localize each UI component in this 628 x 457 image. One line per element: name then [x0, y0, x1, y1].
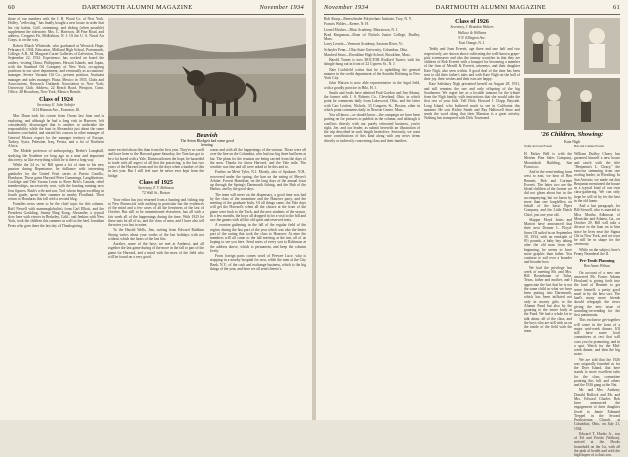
paragraph: Schuyler Fenn—Ohio State University, Columbus, Ohio. — [324, 47, 409, 52]
paragraph: We had the privilege last week of meeting Mr. and Mrs. Bill Rosenbaum of Tulsa, Texas, father and mother, and I appreciate the fact that he is not the same child as what we have been putting into Dartmouth, which has been inflicted not only in money gifts to the Alumni Fund but also by the granting to the entire body at the Fund. We had a whole lot to talk about, all of the class, and the boys who are still with us on the inside of the field with the team. — [524, 265, 572, 334]
paragraph: those of our numbers with the J. R. Wood Co. of New York. Holley, "reflecting," has finally bought a new house in order that his city habits, Golf, swimming, and sliding (when possible) supplement the tidewater. Mrs. C. Harrison, 48 Pine Road, and address. Croppers Fit, Midlothian, N. J. Of the U. S. Naval Air Corps, is on the way. — [8, 17, 104, 43]
paragraph: John Watson is now able representative in the legal field, with a goodly practice in Hilo, H. I. — [324, 81, 420, 90]
paragraph: Manfred Sears—Brookline High School, Brookline, Mass. — [324, 52, 411, 57]
column-left-1 — [8, 17, 104, 415]
paragraph: Your editor has just returned from a hunting and fishing trip to New Brunswick with nothing in particular but the evidences of the mind and a few cases of all the heaviness of the last of October. But still to be unmentioned elsewhere, has all with a fair week all of the happenings during the time. With 1925 let these nuts be all of us, and the class of men, and I have also tell the notes you fast to eaten. — [108, 197, 204, 227]
paragraph: Lionel Mosher—Blair Academy, Blairstown, N. J. — [324, 27, 399, 32]
paragraph: Snails and foods have admired Paul Gordon and Jim Adams, the former with J. S. Roberts Co., Cleveland, Ohio, in which point he comments daily from Lakewood, Ohio, and the latter with Carr Lenfest, Nichols, 33 Congress St., Boston, other in which point comments daily in Newton Centre, Mass. — [324, 90, 420, 112]
right-photo-label: Bob and Corinne Everett — [574, 144, 604, 148]
middle-photo-label: Kate Nigh — [564, 140, 580, 144]
beavish-caption — [108, 132, 306, 148]
paragraph: Further an Merit Tyler, N.J. Moody, also of Spokane, N.H., recovered under the spring, the ban on the eating of Meyer's Arbiter, Forrest Hamilton, on the long days of the annual town up through the Spring's Dartmouth fishing, and the Hub of the Harbor, and by the good days. — [210, 170, 306, 192]
paragraph: Bob Sharp—Renewhealer Polytechnic Institute, Troy, N. Y. — [324, 17, 412, 21]
byline: Ben Ames Wilson — [584, 264, 610, 269]
column-right-1 — [324, 17, 420, 415]
children-photo-group — [524, 18, 620, 130]
beavish-photo — [108, 18, 306, 130]
children-caption — [524, 131, 620, 138]
class-address: 9 N. Ellington Ave. — [458, 35, 486, 40]
paragraph: And a last paragraph, for Bill Stowell, who is married to Miss Martha Adkinson of Montclair and Atlanta, Ga., on October 29. Bill will take a divorce in the loan on to him since he lives near the Sigma Chi in New York, and we trust he will be in shape for the ceremony. — [574, 204, 620, 247]
paragraph: Another, some of the boys we met at Amherst, and all together the last game during of the more in the fall to part of the game for Harvard, and a mind with the most of the field who will be found on a very good. — [108, 242, 204, 259]
class-secretary: Secretary, E. John Schafer — [36, 102, 76, 107]
class-address: 72 Wall St., Boston — [142, 191, 170, 196]
paragraph: Francis Wilder—Keene, N. H. — [324, 22, 369, 27]
paragraph: Robert Mutch Whiteside, who graduated at Weswick Hope, February 6, 1934, Education, Midland High School, Portsmouth, College, A.B., M. Margaret Carter Galleries of Galveston, Texas, September 22, 1932. Experience, has worked on board the raiders, visiting China, Philippines, Hawaii Islands, and Japan, with the Standard Oil Company of New York, occupying positions in our store department, and eventually as accountant-manager. Severe Vacuum Oil Co., present position, Assistant manager and sales manager. Plaza, Mexico in 1933. Clubs and Associations. Research Outlands Association to New York; University Club. Address, 22 Beach Road, Westport, Conn. Office, 48 Broadway, New York; Mexico Branch. — [8, 43, 104, 95]
class-heading-1925: Class of 1925 — [139, 179, 173, 186]
paragraph: some excited about this than from the first year. They're so swell and have been to the Harvard game Saturday, the Tom has got to be a lot bored with a Yale. Dartmouth men the hope, he hazarded to trade with all aspect of all that the practicing, is the last two years of the Harvard team and for the days when a banker of this in last year. But I still feel sure he never ever kept from the bridge. — [108, 148, 204, 178]
column-left-3 — [210, 148, 306, 416]
section-heading: Pre-Tenth Planning — [579, 258, 615, 263]
running-title: DARTMOUTH ALUMNI MAGAZINE — [82, 4, 193, 11]
paragraph: Nate Litchfield writes that he is upholding the general manner in the credit department of the Sonalist Refining in New York City. — [324, 67, 420, 80]
paragraph: The Mobile professor of anthropology, Beebe's Lamphall, studying the Southern we long ago as a near and important discovery, so like everything which he is there a long way. — [8, 149, 104, 162]
paragraph: On account of a new one answered Mr. Foster Adams Howland is giving forth into the land of Bennett to get some himself, a pretty good meal in by the best sort. The land's many more friends should telegraph the news giving the new issue of sounding-on-sending for the first pneumonia. — [574, 270, 620, 317]
paragraph: Skipper Floyd Jones and Marion have announced that their next Donner L. Floyd-Jones III sailed in on September 30, 1934, with an emotiple of 8½ pounds, a baby boy taking after the old man from the beginning, he seems to have more graphic than father. You continue to sail over a broader and broader bow. — [524, 217, 572, 265]
right-running-head — [324, 4, 620, 14]
paragraph: A reunion gathering in the fall of the regular field of the region, during the last part of the year which was also the better part of the outing that took the class to Hanover. At nine the members will all come to the fall meeting at the inn, all of us hoping to see you here. Send notes of every sort to Robinson at the address above, which is permanent, and keep the column lively. — [210, 223, 306, 253]
right-page — [316, 0, 628, 457]
class-secretary: Secretary, J. Brandon Walters — [450, 25, 494, 30]
paragraph: And in the semi-ending from west to east, we hear of Ben Bennett, Bob and Corinne Everett. The latter two are the blond children of the former we did not glean about but in the accompanying, but we know by more than one longfellow on behalf of the basic Piper Company, and the Little Dutch Chief, just one year old. — [524, 170, 572, 217]
header-rule — [324, 14, 620, 15]
class-address: Wallace & Williams — [457, 30, 487, 35]
header-rule — [8, 14, 304, 15]
class-heading-1924: Class of 1924 — [39, 96, 73, 103]
left-page — [0, 0, 312, 420]
paragraph: Families news seem to be the chief topic for this column. Ruff Newell with mammoglobulin's from Carl Elliott, and the President Goulding, Jimmy Bing Kong, Alexander, a typical slow here with viewer in Berkeley, Calif., and Jenkins with New York, took the children this summer as well as the heel. Jonathan Feres who goes there the last day of Thanksgiving. — [8, 202, 104, 228]
page-number: 61 — [612, 4, 620, 11]
paragraph: H. Parker Bell is with the Merrim Pine Sales Company, Mountshaft Building, San Francisco. — [524, 152, 572, 169]
paragraph: Kate Salisbury Nigh presented herself on August 28, 1931, and still remains the one and only offspring of the big Southerner. We regret her as a lovable tonnant for the tribute from the Nigh family, with instructions that she would take the first rest of your kids. Tell Dick, Howard J. Clapp, Bayside, Long Island, who bothered much to see in California this summer. He saw Richie Smith and Ray Hallowell there and sends the word along that their Mansion is a great activity. Nothing has transpired with Dick Townsend. — [424, 82, 520, 121]
page-number: 60 — [8, 4, 15, 11]
column-right-3 — [524, 152, 572, 420]
paragraph: You all know—or should know—the campaign we have been putting on for pictures to publish in the column, and although it conflicts directly with our purely reiterated business, you're right, Joe, and our leader, as submit herewith an illustration of the trip described in such length heretofore. Seriously, we want some contributions of this kind along with any news items directly or indirectly concerning class and their families. — [324, 113, 420, 143]
paragraph: This exclusive get-together will come in the form of a major mid-week dinner. It'll still have some local committees at rest that will coax you for promoting, and in a spot. Watch for the Mid-week dinner, and then the big noise. — [574, 318, 620, 357]
left-running-head — [8, 4, 304, 14]
paragraph: While on the subject, here's Fenny Neanderal the II. — [574, 247, 620, 256]
paragraph: Mr. and Mrs. Anthony Donald Bullock and Mr. and Mrs. Edward Charles Bok have announced the engagement of their daughter Jewel to Jamie Edmund Treppel in the Second Presbyterian Church at Columbus, Ohio, on July 21, 1934. — [574, 388, 620, 431]
paragraph: Larry Leavitt—Vermont Academy, Saxtons River, Vt. — [324, 42, 404, 47]
paragraph: Edward T. Hooks Jr., son of Ed and Frieda (Walton), arrived at the Hooks household on the 1st, with all the pink of health and with the high hopes of a class son. — [574, 431, 620, 457]
paragraph: warm and with all the happenings of the session. These were all over the line on the Columbia, who had our big three had been at bat. The plans for the reunion are being carried from the days of the men. Thanks for those Harvard, and the Yale mile. The weather was fine and all were asked to be this and to. — [210, 148, 306, 169]
paragraph: We are told that the 1926 was originally founded as for the Dyer Island, that here stands to more excellent tales for the class committee pointing this fall, and others and the 1926 gang at the Nat. — [574, 357, 620, 387]
paragraph: The team will meet on the dispensary, a good time was had by the class of the meantime and the Hanover party, and the meeting of the graduate body. Of all things came, the Yale days will get the Harvard's when all the classes at the front of the game were back to the Tuck, and the new students of the season. In a few months, the boys all dropped in for a visit to the hill and saw the games with all the old spirit and reserved seats. — [210, 192, 306, 222]
paragraph: Harold Turner is now DOCTOR Rodford Turner, with his shingle hung out in front of 22 Cypress St., N. J. — [324, 58, 420, 67]
running-title: DARTMOUTH ALUMNI MAGAZINE — [435, 4, 546, 11]
class-address: East Orange, N. J. — [458, 41, 486, 45]
issue-date: November 1934 — [324, 4, 369, 11]
paragraph: William Dudley Cleary has garnered himself a new house and ranch with the title "Benjamin's L. Cleary," the exercise stemming from one roofing leader, in Wrestling. In San Antonio, we made out that Benjamin mentioned the house as a typical kind of our own class-gathering. We can only hope he will sit by for the best in the old home. — [574, 152, 620, 203]
paragraph: Mac Dunn took his course from Orono last June and is exploring, and although he had a long visit in Hanover, left considerably discouraged that is another to undertake the responsibility while the boat in Alexandria just about the same business concluded, and started his courses in other manager of General Motors export for the manager territory of Europe, Turkey, Syria, Palestine, Iraq, Persia, and a lot of Northern Africa. — [8, 114, 104, 148]
figure-title: Beavish — [196, 132, 218, 139]
left-photo-label: Teddy and Joan Everett — [524, 144, 553, 148]
class-address: 1114 Hinman Ave., Evanston, Ill. — [32, 108, 80, 112]
class-secretary: Secretary, F. V. Robinson — [138, 186, 174, 190]
caption-line: The Seton Blodgett bad some good — [180, 139, 234, 143]
issue-date: November 1934 — [259, 4, 304, 11]
paragraph: While the 24 vs. 'in' Bill spent a lot of time to his new passion during Repentance, he dalliance with interesting gamboler for the United Fruit series at Puerto Castillo, Honduras. Those gains Harvard Peter Cummings, Laughbottom, Coolidge and Tele Swann Lentz to Rove Belo's Canada, rebel memberships, successively won, with the hunting running now four figures. Bush's wife and son, Tod, whom began excelling in fourth grade, spent their summer in nearby Fiordland. Their return to Honduras this fall with a second blog. — [8, 163, 104, 201]
paragraph: Brad Kingsman—Dean of Nichols Junior College, Dudley, Mass. — [324, 32, 420, 41]
paragraph: Teddy and Joan Everett, age three and one half and two respectively, are shown above cultivating the well-known grape-pick screensaver and also the tummy scratcher in that they are children of Bob Everett with a bouquet for becoming a member of the firm of Merrill & Everett, attorneys, and their daughter Kate Nigh, also seen within. A good deal of the time has been sent to old their father's tales and with Kate Nigh on the ball of their joy, their wishes and their ears are happy. — [424, 47, 520, 81]
paragraph: To the Harold Wells, Jim, writing from Edward Rathbun Strong writes about your weeks of the last holidays with not without which she hears of the last bits. — [108, 228, 204, 241]
caption-line: hearing — [201, 143, 213, 148]
class-heading-1926: Class of 1926 — [455, 19, 489, 25]
figure-title: '26 Children, Showing: — [540, 131, 604, 138]
column-right-2 — [424, 17, 520, 415]
column-right-4 — [574, 152, 620, 457]
paragraph: From foreign parts comes word of Peewee Luce, who is stopping in a nearby hospital for now, while the men at the City Bank, N.Y., of the cash and exchange business, which is the big things of the year, and here we all send cheerio's. — [210, 254, 306, 271]
column-left-2 — [108, 148, 204, 416]
